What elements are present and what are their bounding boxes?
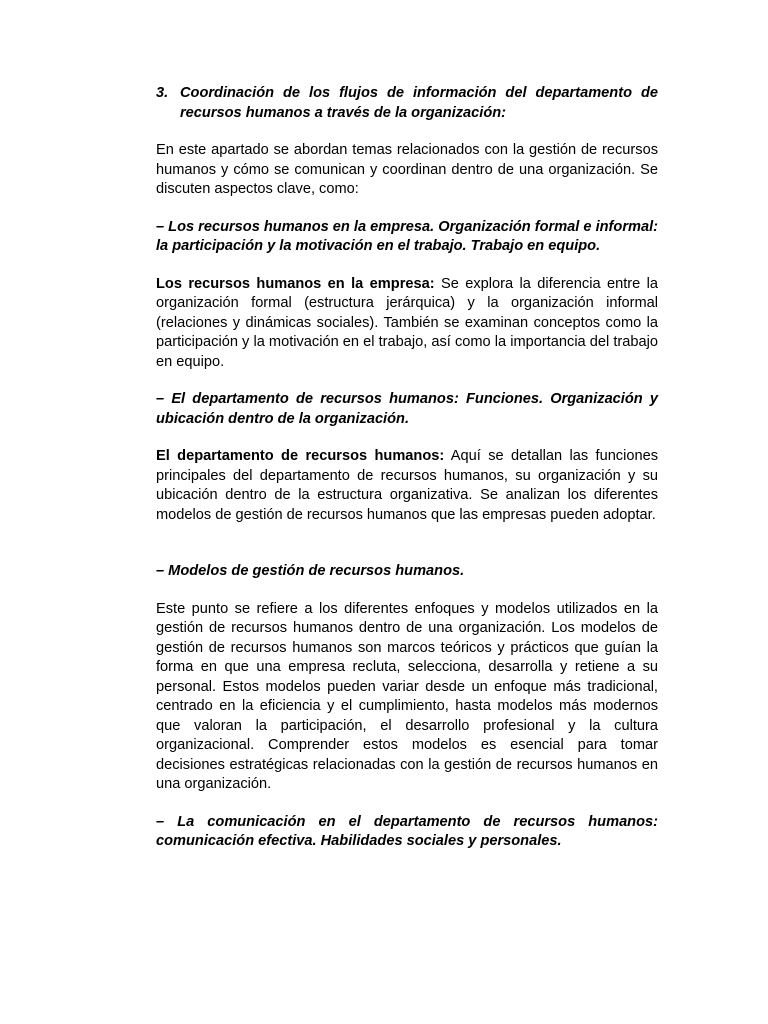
- section-heading: [156, 84, 658, 123]
- topic-heading-1: – Los recursos humanos en la empresa. Organización formal e informal: la participación y la motivación en el trabajo. Trabajo en equipo.: [156, 218, 659, 254]
- document-page: [156, 84, 658, 852]
- intro-paragraph: En este apartado se abordan temas relacionados con la gestión de recursos humanos y cómo se comunican y coordinan dentro de una organización. Se discuten aspectos clave, como:: [156, 142, 658, 197]
- topic-paragraph-3: Este punto se refiere a los diferentes enfoques y modelos utilizados en la gestión de recursos humanos dentro de una organización. Los modelos de gestión de recursos humanos son marcos teóricos y prácticos que guían la forma en que una empresa recluta, selecciona, desarrolla y retiene a su personal. Estos modelos pueden variar desde un enfoque más tradicional, centrado en la eficiencia y el cumplimiento, hasta modelos más modernos que valoran la participación, el desarrollo profesional y la cultura organizacional. Comprender estos modelos es esencial para tomar decisiones estratégicas relacionadas con la gestión de recursos humanos en una organización.: [156, 600, 658, 792]
- section-number: 3.: [156, 85, 169, 101]
- topic-lead-2: El departamento de recursos humanos:: [156, 448, 445, 464]
- topic-body-1: Se explora la diferencia entre la organización formal (estructura jerárquica) y la organización informal (relaciones y dinámicas sociales). También se examinan conceptos como la participación y la motivación en el trabajo, así como la importancia del trabajo en equipo.: [156, 275, 658, 370]
- topic-heading-4: – La comunicación en el departamento de recursos humanos: comunicación efectiva. Habilidades sociales y personales.: [156, 813, 658, 849]
- topic-paragraph-2: [156, 447, 658, 525]
- topic-heading-3: – Modelos de gestión de recursos humanos.: [156, 563, 465, 579]
- topic-lead-1: Los recursos humanos en la empresa:: [156, 275, 435, 292]
- topic-paragraph-1: [156, 275, 658, 373]
- section-title: Coordinación de los flujos de información del departamento de recursos humanos a través de la organización:: [180, 85, 658, 121]
- topic-heading-2: – El departamento de recursos humanos: Funciones. Organización y ubicación dentro de la organización.: [156, 391, 658, 427]
- topic-body-2: Aquí se detallan las funciones principales del departamento de recursos humanos, su organización y su ubicación dentro de la estructura organizativa. Se analizan los diferentes modelos de gestión de recursos humanos que las empresas pueden adoptar.: [156, 448, 658, 523]
